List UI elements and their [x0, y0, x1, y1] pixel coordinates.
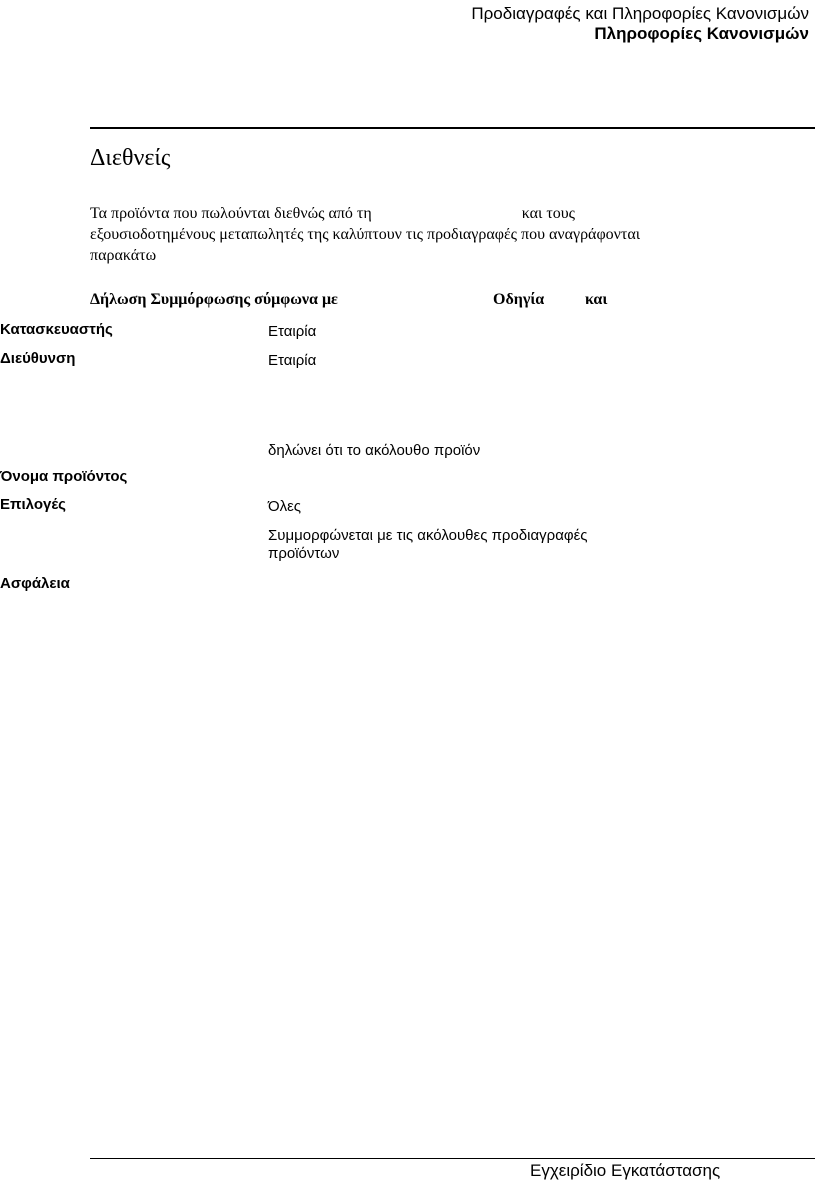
address-value: Εταιρία — [268, 352, 317, 369]
safety-label: Ασφάλεια — [0, 575, 70, 592]
intro-paragraph — [90, 203, 805, 266]
declaration-heading-part-2: Οδηγία — [493, 291, 545, 308]
intro-line-2: εξουσιοδοτημένους μεταπωλητές της καλύπτουν τις προδιαγραφές που αναγράφονται — [90, 226, 641, 243]
intro-line-1-start: Τα προϊόντα που πωλούνται διεθνώς από τη — [90, 205, 372, 222]
footer-manual-title: Εγχειρίδιο Εγκατάστασης — [530, 1161, 721, 1180]
product-name-label: Όνομα προϊόντος — [0, 468, 128, 485]
conforms-line-2: προϊόντων — [268, 545, 340, 562]
manufacturer-label: Κατασκευαστής — [0, 321, 113, 338]
address-label: Διεύθυνση — [0, 350, 76, 367]
header-title: Πληροφορίες Κανονισμών — [594, 24, 809, 43]
options-label: Επιλογές — [0, 496, 66, 513]
manufacturer-value: Εταιρία — [268, 323, 317, 340]
header-subtitle: Προδιαγραφές και Πληροφορίες Κανονισμών — [471, 4, 809, 23]
options-value: Όλες — [268, 498, 302, 515]
section-title: Διεθνείς — [90, 145, 171, 171]
conforms-line-1: Συμμορφώνεται με τις ακόλουθες προδιαγραφές — [268, 527, 588, 544]
intro-line-1 — [90, 203, 805, 224]
declaration-heading-part-3: και — [585, 291, 608, 308]
bottom-divider — [90, 1158, 815, 1159]
intro-line-3: παρακάτω — [90, 247, 157, 264]
intro-line-1-end: και τους — [521, 205, 575, 222]
top-divider — [90, 127, 815, 129]
conforms-text — [268, 527, 588, 563]
declaration-heading-part-1: Δήλωση Συμμόρφωσης σύμφωνα με — [90, 291, 338, 308]
declares-text: δηλώνει ότι το ακόλουθο προϊόν — [268, 442, 481, 459]
